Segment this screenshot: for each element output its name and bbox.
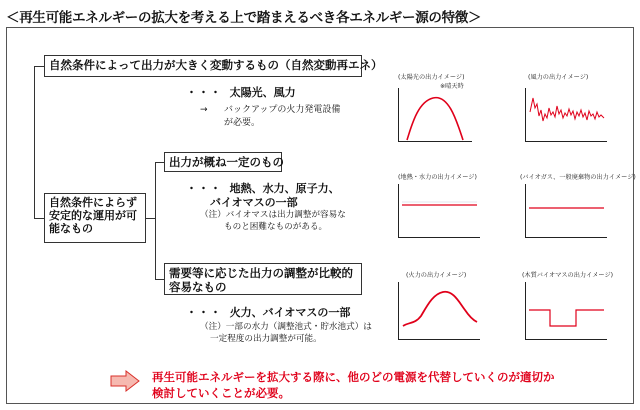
page-title: ＜再生可能エネルギーの拡大を考える上で踏まえるべき各エネルギー源の特徴＞ [6,10,482,26]
solar-chart-caption: (太陽光の出力イメージ) [398,74,465,81]
bullet-dots: ・・・ [186,306,222,319]
tree-branch-adjustable [155,279,164,280]
constant-note-line1: （注）バイオマスは出力調整が容易な [200,210,346,220]
geo-output-line [399,184,481,238]
wood-output-step [526,282,608,340]
geo-output-chart [398,184,480,238]
tree-trunk-line [34,66,35,219]
adjustable-note-line2: 一定程度の出力調整が可能。 [210,334,322,344]
thermal-output-curve [399,282,481,340]
biogas-chart-caption: (バイオガス、一般廃棄物の出力イメージ) [520,174,636,181]
tree-branch-variable [34,66,44,67]
variable-note-line2: が必要。 [224,118,261,128]
bullet-dots: ・・・ [186,182,222,195]
constant-note-line2: ものと困難なものがある。 [224,222,328,232]
bullet-dots: ・・・ [186,86,222,99]
variable-output-box: 自然条件によって出力が大きく変動するもの（自然変動再エネ） [44,55,362,77]
geo-chart-caption: (地熱・水力の出力イメージ) [398,174,477,181]
variable-note-line1: バックアップの火力発電設備 [224,105,341,115]
constant-output-box: 出力が概ね一定のもの [164,152,282,172]
adjustable-sources-text: 火力、バイオマスの一部 [229,306,351,319]
adjustable-sources [186,304,350,320]
variable-arrow: → [200,105,208,115]
solar-chart-subcaption: ※晴天時 [440,83,464,90]
thermal-output-chart [398,282,480,340]
adjustable-output-box: 需要等に応じた出力の調整が比較的容易なもの [164,263,362,295]
wind-output-curve [526,88,608,142]
tree-trunk-line-2 [155,162,156,280]
tree-branch-constant [155,162,164,163]
conclusion-line1: 再生可能エネルギーを拡大する際に、他のどの電源を代替していくのが適切か [152,370,555,384]
variable-sources-text: 太陽光、風力 [229,86,296,99]
wood-chart-caption: (木質バイオマスの出力イメージ) [522,272,614,279]
constant-sources-text-2: バイオマスの一部 [210,196,298,209]
thermal-chart-caption: (火力の出力イメージ) [406,272,467,279]
solar-output-curve [399,88,473,142]
constant-sources-text-1: 地熱、水力、原子力、 [229,182,340,195]
tree-branch-stable-out [146,218,155,219]
variable-sources [186,84,296,100]
wood-output-chart [525,282,607,340]
adjustable-note-line1: （注）一部の水力（調整池式・貯水池式）は [200,322,372,332]
conclusion-arrow-icon [110,370,140,392]
wind-output-chart [525,88,607,142]
tree-branch-stable [34,218,44,219]
wind-chart-caption: (風力の出力イメージ) [528,74,589,81]
biogas-output-line [526,184,608,238]
solar-output-chart [398,88,472,142]
biogas-output-chart [525,184,607,238]
conclusion-line2: 検討していくことが必要。 [152,386,290,400]
stable-operation-box: 自然条件によらず安定的な運用が可能なもの [44,193,146,243]
